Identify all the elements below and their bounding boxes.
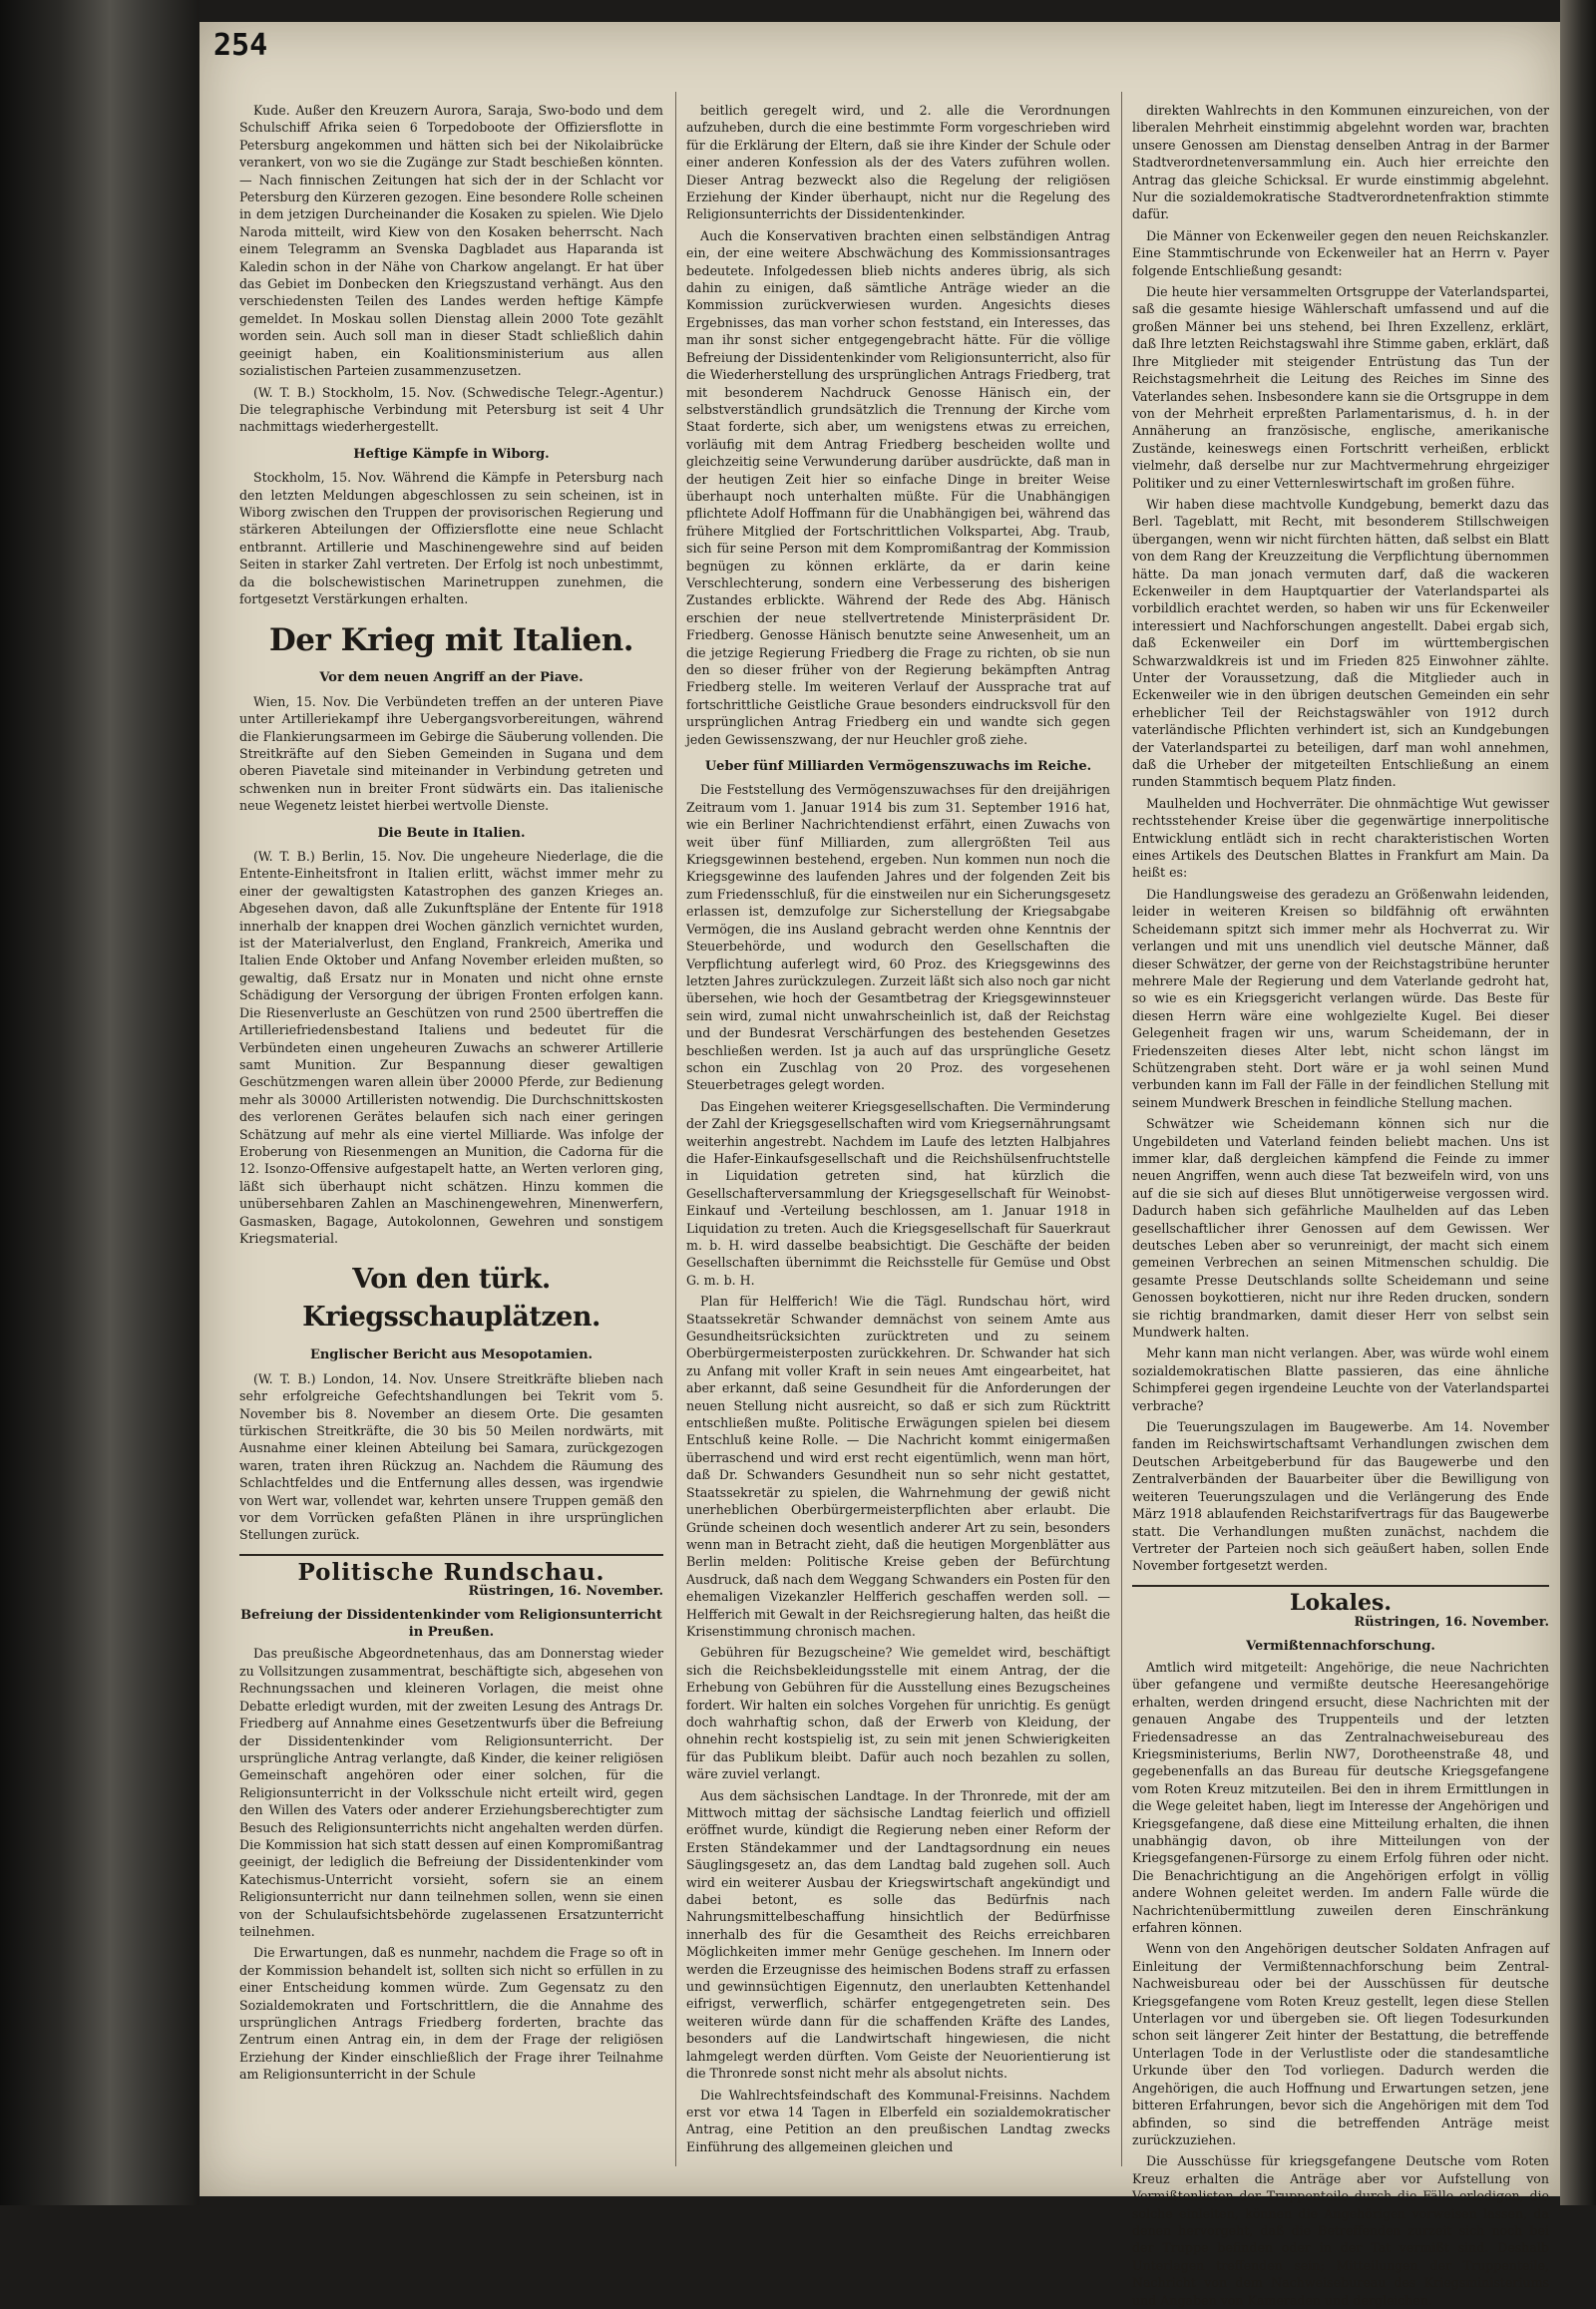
article-text: Mehr kann man nicht verlangen. Aber, was würde wohl einem sozialdemokratischen Blatte passieren, das eine ähnliche Schimpferei gegen irgendeine Leuchte von der Vaterlandspartei verbrache? [1132, 1346, 1549, 1413]
article-text: Wir haben diese machtvolle Kundgebung, bemerkt dazu das Berl. Tageblatt, mit Recht, mit besonderem Stillschweigen übergangen, wenn wir nicht fürchten hätten, daß selbst ein Blatt von dem Rang der Kreuzzeitung die Verpflichtung übernommen hätte. Da man jonach vermuten darf, daß die wackeren Eckenweiler in dem Hauptquartier der Vaterlandspartei als vorbildlich erachtet werden, so haben wir uns für Eckenweiler interessiert und Nachforschungen angestellt. Dabei ergab sich, daß Eckenweiler ein Dorf im württembergischen Schwarzwaldkreis ist und im Frieden 825 Einwohner zählte. Unter der Voraussetzung, daß die Mitglieder auch in Eckenweiler wie in den übrigen deutschen Gemeinden ein sehr erheblicher Teil der Reichstagswähler von 1912 durch vaterländische Pflichten verhindert ist, sich an Kundgebungen der Vaterlandspartei zu beteiligen, darf man wohl annehmen, daß die Urheber der mitgeteilten Entschließung an einem runden Stammtisch bequem Platz finden. [1132, 496, 1549, 790]
article-text: Die Handlungsweise des geradezu an Größenwahn leidenden, leider in weiteren Kreisen so bildfähnig oft erwähnten Scheidemann spitzt sich immer mehr als Hochverrat zu. Wir verlangen und mit uns unendlich viel deutsche Männer, daß dieser Schwätzer, der gerne von der Reichstagstribüne herunter mehrere Male der Regierung und dem Vaterlande gedroht hat, so wie es ein Kriegsgericht verlangen würde. Das Beste für diesen Herrn wäre eine wohlgezielte Kugel. Bei dieser Gelegenheit fragen wir uns, warum Scheidemann, der in Friedenszeiten dieses Alter lebt, nicht schon längst im Schützengraben steht. Dort wäre er ja wohl seinen Mund verbunden kann im Fall der Fälle in der feindlichen Stellung mit seinem Mundwerk Breschen in feindliche Stellung machen. [1132, 886, 1549, 1110]
article-text: Die heute hier versammelten Ortsgruppe der Vaterlandspartei, saß die gesamte hiesige Wählerschaft umfassend und auf die großen Männer bei uns stehend, bei Ihren Exzellenz, erklärt, daß Ihre letzten Reichstagswahl ihre Stimme gaben, erklärt, daß Ihre Mitglieder mit steigender Entrüstung das Tun der Reichstagsmehrheit die Leitung des Reiches im Sinne des Vaterlandes sehen. Insbesondere kann sie die Ortsgruppe in dem von der Mehrheit erpreßten Parlamentarismus, d. h. in der Annäherung an französische, englische, amerikanische Zustände, keineswegs einen Fortschritt verheißen, erblickt vielmehr, daß derselbe nur zur Machtvermehrung ehrgeiziger Politiker und zu einer Vetternleswirtschaft im großen führe. [1132, 284, 1549, 491]
subheading: Ueber fünf Milliarden Vermögenszuwachs im Reiche. [704, 759, 1092, 775]
book-binding [0, 0, 200, 2205]
section-headline: Von den türk. Kriegsschauplätzen. [302, 1264, 600, 1334]
article-text: Die Ausschüsse für kriegsgefangene Deutsche vom Roten Kreuz erhalten die Anträge aber vor Aufstellung von Vermißtenlisten der Truppenteile durch die Fälle erledigen, die solche einleiten, können die Angehörigen vorweisen lassen, da denen hervorgeht, daß die Betreffenden zurzeit sich noch bei der Truppe befinden oder in der Tat vermißt sind. Deshalb Unterlagen treffenden sein; Mitteilungen der Truppenteile, Nachricht von dem Nachweisebureau des Kriegsministeriums und Angaben von Kameraden und dergleichen. [1132, 2153, 1549, 2308]
column-1 [239, 102, 663, 2156]
article-text: Auch die Konservativen brachten einen selbständigen Antrag ein, der eine weitere Abschwächung des Kommissionsantrages bedeutete. Infolgedessen blieb nichts anderes übrig, als sich dahin zu einigen, daß sämtliche Anträge wieder an die Kommission zurückverwiesen wurden. Angesichts dieses Ergebnisses, das man vorher schon feststand, ein Interesses, das man ihr sonst sicher entgegengebracht hätte. Für die völlige Befreiung der Dissidentenkinder vom Religionsunterricht, also für die Wiederherstellung des ursprünglichen Antrags Friedberg, trat mit besonderem Nachdruck Genosse Hänisch ein, der selbstverständlich grundsätzlich die Trennung der Kirche vom Staat forderte, sich aber, um wenigstens etwas zu erreichen, vorläufig mit dem Antrag Friedberg bescheiden wollte und gleichzeitig seine Verwunderung darüber ausdrückte, daß man in der heutigen Zeit hier so einfache Dinge in breiter Weise überhaupt noch unterhalten müßte. Für die Unabhängigen pflichtete Adolf Hoffmann für die Unabhängigen bei, während das frühere Mitglied der Fortschrittlichen Volkspartei, Abg. Traub, sich für seine Person mit dem Kompromißantrag der Kommission begnügen zu können erklärte, da er darin keine Verschlechterung, sondern eine Verbesserung des bisherigen Zustandes erblickte. Während der Rede des Abg. Hänisch erschien der neue stellvertretende Ministerpräsident Dr. Friedberg. Genosse Hänisch benutzte seine Anwesenheit, um an die jetzige Regierung Friedberg die Frage zu richten, ob sie nun den so dieser früher von der Regierung bekämpften Antrag Friedberg stelle. Im weiteren Verlauf der Aussprache trat auf fortschrittliche Geistliche Graue besonders eindrucksvoll für den ursprünglichen Antrag Friedberg ein und wandte sich gegen jeden Gewissenszwang, der nur Heuchler groß ziehe. [686, 227, 1110, 747]
article-text: Maulhelden und Hochverräter. Die ohnmächtige Wut gewisser rechtsstehender Kreise über die gegenwärtige innerpolitische Entwicklung entlädt sich in recht charakteristischen Worten eines Artikels des Deutschen Blattes in Frankfurt am Main. Da heißt es: [1132, 795, 1549, 881]
article-text: Aus dem sächsischen Landtage. In der Thronrede, mit der am Mittwoch mittag der sächsische Landtag feierlich und offiziell eröffnet wurde, kündigt die Regierung neben einer Reform der Ersten Ständekammer und der Landtagsordnung ein neues Säuglingsgesetz an, das dem Landtag bald zugehen soll. Auch wird ein weiterer Ausbau der Kriegswirtschaft angekündigt und dabei betont, es solle das Bedürfnis nach Nahrungsmittelbeschaffung hinsichtlich der Bedürfnisse innerhalb des für die Gesamtheit des Reichs erreichbaren Möglichkeiten immer mehr Genüge geschehen. Im Innern oder werden die Erzeugnisse des heimischen Bodens straff zu erfassen und gewinnsüchtigen Eigennutz, den unerlaubten Kettenhandel eifrigst, verwerflich, schärfer entgegengetreten sein. Des weiteren würde dann für die schaffenden Kräfte des Landes, besonders auf die Landwirtschaft hingewiesen, die nicht lahmgelegt werden dürften. Vom Geiste der Neuorientierung ist die Thronrede sonst nicht mehr als absolut nichts. [686, 1787, 1110, 2082]
page-number: 254 [213, 28, 268, 63]
section-headline: Lokales. [1289, 1589, 1393, 1616]
article-text: Das preußische Abgeordnetenhaus, das am Donnerstag wieder zu Vollsitzungen zusammentrat, beschäftigte sich, abgesehen von Rechnungssachen und kleineren Vorlagen, die meist ohne Debatte erledigt wurden, mit der zweiten Lesung des Antrags Dr. Friedberg auf Annahme eines Gesetzentwurfs über die Befreiung der Dissidentenkinder vom Religionsunterricht. Der ursprüngliche Antrag verlangte, daß Kinder, die keiner religiösen Gemeinschaft angehören oder einer solchen, für die Religionsunterricht in der Volksschule nicht erteilt wird, gegen den Willen des Vaters oder anderer Erziehungsberechtigter zum Besuch des Religionsunterrichts nicht angehalten werden dürfen. Die Kommission hat sich statt dessen auf einen Kompromißantrag geeinigt, der lediglich die Befreiung der Dissidentenkinder vom Katechismus-Unterricht vorsieht, sofern sie an einem Religionsunterricht nur dann teilnehmen sollen, wenn sie einen von der Schulaufsichtsbehörde zugelassenen Ersatzunterricht teilnehmen. [239, 1646, 663, 1939]
article-text: (W. T. B.) Berlin, 15. Nov. Die ungeheure Niederlage, die die Entente-Einheitsfront in Italien erlitt, wächst immer mehr zu einer der gewaltigsten Katastrophen des ganzen Krieges an. Abgesehen davon, daß alle Zukunftspläne der Entente für 1918 innerhalb der knappen drei Wochen gänzlich vernichtet wurden, ist der Materialverlust, den England, Frankreich, Amerika und Italien Ende Oktober und Anfang November erleiden mußten, so gewaltig, daß Ersatz nur in Monaten und nicht ohne ernste Schädigung der Versorgung der übrigen Fronten erfolgen kann. Die Riesenverluste an Geschützen von rund 2500 übertreffen die Artilleriefriedensbestand Italiens und bedeutet für die Verbündeten einen ungeheuren Zuwachs an schwerer Artillerie samt Munition. Zur Bespannung dieser gewaltigen Geschützmengen waren allein über 20000 Pferde, zur Bedienung mehr als 30000 Artilleristen notwendig. Die Durchschnittskosten des verlorenen Gerätes belaufen sich nach einer geringen Schätzung auf mehr als eine viertel Milliarde. Was infolge der Eroberung von Riesenmengen an Munition, die Cadorna für die 12. Isonzo-Offensive aufgestapelt hatte, an Werten verloren ging, läßt sich überhaupt nicht schätzen. Hinzu kommen die unübersehbaren Zahlen an Maschinengewehren, Minenwerfern, Gasmasken, Bagage, Autokolonnen, Gewehren und sonstigem Kriegsmaterial. [239, 849, 663, 1246]
subheading: Heftige Kämpfe in Wiborg. [353, 446, 550, 462]
article-text: Plan für Helfferich! Wie die Tägl. Rundschau hört, wird Staatssekretär Schwander demnächst von seinem Amte aus Gesundheitsrücksichten zurücktreten und zu seinem Oberbürgermeisterposten zurückkehren. Dr. Schwander hat sich zu Anfang mit voller Kraft in sein neues Amt eingearbeitet, hat aber erkannt, daß seine Gesundheit für die Anforderungen der neuen Stellung nicht ausreicht, so daß er sich zum Rücktritt entschließen mußte. Politische Erwägungen spielen bei diesem Entschluß keine Rolle. — Die Nachricht kommt einigermaßen überraschend und wird erst recht eigentümlich, wenn man hört, daß Dr. Schwanders Gesundheit nun so sehr nicht gestattet, Staatssekretär zu spielen, die Wahrnehmung der gewiß nicht unerheblichen Oberbürgermeisterpflichten aber erlaubt. Die Gründe scheinen doch wesentlich anderer Art zu sein, besonders wenn man in Betracht zieht, daß die heutigen Morgenblätter aus Berlin melden: Politische Kreise geben der Befürchtung Ausdruck, daß nach dem Weggang Schwanders ein Posten für den ehemaligen Vizekanzler Helfferich geschaffen werden soll. — Helfferich mit Gewalt in der Reichsregierung halten, das heißt die Krisenstimmung chronisch machen. [686, 1294, 1110, 1639]
article-text: Schwätzer wie Scheidemann können sich nur die Ungebildeten und Vaterland feinden beliebt machen. Uns ist immer klar, daß dergleichen kämpfend die Feinde zu immer neuen Angriffen, wenn auch diese Tat bezweifeln wird, von uns auf die sie sich auf dieses Blut unnötigerweise vergossen wird. Dadurch haben sich gefährliche Maulhelden auf das Leben gesellschaftlicher ihrer Genossen auf dem Gewissen. Wer deutsches Leben aber so verunreinigt, der macht sich einem gemeinen Verbrechen an seinen Mitmenschen schuldig. Die gesamte Presse Deutschlands sollte Scheidemann und seine Genossen boykottieren, nicht nur ihre Reden drucken, sondern sie richtig brandmarken, damit dieser Herr von selbst sein Mundwerk halten. [1132, 1116, 1549, 1341]
article-text: Die Feststellung des Vermögenszuwachses für den dreijährigen Zeitraum vom 1. Januar 1914 bis zum 31. September 1916 hat, wie ein Berliner Nachrichtendienst erfährt, einen Zuwachs von weit über fünf Milliarden, zum allergrößten Teil aus Kriegsgewinnen bestehend, ergeben. Nun kommen nun noch die Kriegsgewinne des laufenden Jahres und der folgenden Zeit bis zum Friedensschluß, für die einstweilen nur ein Sicherungsgesetz erlassen ist, demzufolge zur Sicherstellung der Kriegsabgabe Vermögen, die ins Ausland gebracht werden ohne Kenntnis der Steuerbehörde, und wodurch den Gesellschaften die Verpflichtung auferlegt wird, 60 Proz. des Kriegsgewinns des letzten Jahres zurückzulegen. Zurzeit läßt sich also noch gar nicht übersehen, wie hoch der Gesamtbetrag der Kriegsgewinnsteuer sein wird, zumal nicht unwahrscheinlich ist, daß der Reichstag und der Bundesrat Verschärfungen des bestehenden Gesetzes beschließen werden. Ist ja auch auf das ursprüngliche Gesetz schon ein Zuschlag von 20 Proz. des vorgesehenen Steuerbetrages gelegt worden. [686, 782, 1110, 1093]
newspaper-page [200, 22, 1560, 2308]
subheading: Vermißtennachforschung. [1246, 1638, 1435, 1654]
article-text: Wenn von den Angehörigen deutscher Soldaten Anfragen auf Einleitung der Vermißtennachforschung beim Zentral-Nachweisbureau oder bei der Ausschüssen für deutsche Kriegsgefangene vom Roten Kreuz gestellt, legen diese Stellen Unterlagen vor und übergeben sie. Oft liegen Todesurkunden schon seit längerer Zeit hinter der Bestattung, die betreffende Unterlagen Tode in der Verlustliste oder die standesamtliche Urkunde über den Tod vorliegen. Dadurch werden die Angehörigen, die auch Hoffnung und Erwartungen setzen, jene bitteren Erfahrungen, bevor sich die Angehörigen mit dem Tod abfinden, so sind die betreffenden Anträge meist zurückzuziehen. [1132, 1941, 1549, 2147]
article-text: direkten Wahlrechts in den Kommunen einzureichen, von der liberalen Mehrheit einstimmig abgelehnt worden war, brachten unsere Genossen am Dienstag denselben Antrag in der Barmer Stadtverordnetenversammlung ein. Auch hier erreichte den Antrag das gleiche Schicksal. Er wurde einstimmig abgelehnt. Nur die sozialdemokratische Stadtverordnetenfraktion stimmte dafür. [1132, 103, 1549, 222]
article-text: Gebühren für Bezugscheine? Wie gemeldet wird, beschäftigt sich die Reichsbekleidungsstelle mit einem Antrag, der die Erhebung von Gebühren für die Ausstellung eines Bezugscheines fordert. Wir halten ein solches Vorgehen für unrichtig. Es genügt doch wahrhaftig schon, daß der Erwerb von Kleidung, der ohnehin recht kostspielig ist, zu sein mit jenen Schwierigkeiten für das Publikum bleibt. Dafür auch noch bezahlen zu sollen, wäre zuviel verlangt. [686, 1645, 1110, 1782]
section-rule [1132, 1585, 1549, 1587]
article-text: (W. T. B.) Stockholm, 15. Nov. (Schwedische Telegr.-Agentur.) Die telegraphische Verbindung mit Petersburg ist seit 4 Uhr nachmittags wiederhergestellt. [239, 384, 663, 435]
subheading: Befreiung der Dissidentenkinder vom Religionsunterricht in Preußen. [240, 1607, 662, 1641]
article-text: beitlich geregelt wird, und 2. alle die Verordnungen aufzuheben, durch die eine bestimmte Form vorgeschrieben wird für die Erklärung der Eltern, daß sie ihre Kinder der Schule oder einer anderen Konfession als der des Vaters zuführen wollen. Dieser Antrag bezweckt also die Regelung der religiösen Erziehung der Kinder überhaupt, nicht nur die Regelung des Religionsunterrichts der Dissidentenkinder. [686, 103, 1110, 222]
column-3 [1132, 102, 1549, 2308]
article-text: Stockholm, 15. Nov. Während die Kämpfe in Petersburg nach den letzten Meldungen abgeschlossen zu sein scheinen, ist in Wiborg zwischen den Truppen der provisorischen Regierung und stärkeren Abteilungen der Offiziersflotte eine neue Schlacht entbrannt. Artillerie und Maschinengewehre sind auf beiden Seiten in starker Zahl vertreten. Der Erfolg ist noch unbestimmt, da die bolschewistischen Marinetruppen zunehmen, die fortgesetzt Verstärkungen erhalten. [239, 470, 663, 606]
column-rule [675, 92, 676, 2166]
dateline: Rüstringen, 16. November. [1354, 1615, 1549, 1631]
article-text: Die Männer von Eckenweiler gegen den neuen Reichskanzler. Eine Stammtischrunde von Eckenweiler hat an Herrn v. Payer folgende Entschließung gesandt: [1132, 227, 1549, 278]
article-text: Kude. Außer den Kreuzern Aurora, Saraja, Swo-bodo und dem Schulschiff Afrika seien 6 Torpedoboote der Offiziersflotte in Petersburg angekommen und hätten sich bei der Nikolaibrücke verankert, von wo sie die Zugänge zur Stadt beschießen könnten. — Nach finnischen Zeitungen hat sich der in der Schlacht vor Petersburg den Kürzeren gezogen. Eine besondere Rolle scheinen in dem jetzigen Durcheinander die Kosaken zu spielen. Wie Djelo Naroda mitteilt, wird Kiew von den Kosaken beherrscht. Nach einem Telegramm an Svenska Dagbladet aus Haparanda ist Kaledin schon in der Nähe von Charkow angelangt. Er hat über das Gebiet im Donbecken den Kriegszustand verhängt. Aus den verschiedensten Teilen des Landes werden heftige Kämpfe gemeldet. In Moskau sollen Dienstag allein 2000 Tote gezählt worden sein. Auch soll man in dieser Stadt schließlich dahin geeinigt haben, ein Koalitionsministerium aus allen sozialistischen Parteien zusammenzusetzen. [239, 103, 663, 379]
subheading: Englischer Bericht aus Mesopotamien. [309, 1347, 594, 1363]
article-text: Das Eingehen weiterer Kriegsgesellschaften. Die Verminderung der Zahl der Kriegsgesellschaften wird vom Kriegsernährungsamt weiterhin angestrebt. Nachdem im Laufe des letzten Halbjahres die Hafer-Einkaufsgesellschaft und die Reichshülsenfruchtstelle in Liquidation getreten sind, hat kürzlich die Gesellschafterversammlung der Kriegsgesellschaft für Weinobst-Einkauf und -Verteilung beschlossen, am 1. Januar 1918 in Liquidation zu treten. Auch die Kriegsgesellschaft für Sauerkraut m. b. H. wird dasselbe beabsichtigt. Die Geschäfte der beiden Gesellschaften übernimmt die Reichsstelle für Gemüse und Obst G. m. b. H. [686, 1098, 1110, 1288]
article-text: Amtlich wird mitgeteilt: Angehörige, die neue Nachrichten über gefangene und vermißte deutsche Heeresangehörige erhalten, werden dringend ersucht, diese Nachrichten mit der genauen Angabe des Truppenteils und der letzten Friedensadresse an das Zentralnachweisebureau des Kriegsministeriums, Berlin NW7, Dorotheenstraße 48, und gegebenenfalls an das Bureau für deutsche Kriegsgefangene vom Roten Kreuz mitzuteilen. Bei den in ihrem Ermittlungen in die Wege geleitet haben, liegt im Interesse der Angehörigen und Kriegsgefangene, daß diese eine Mitteilung erhalten, die ihnen unabhängig davon, ob ihre Mitteilungen von der Kriegsgefangenen-Fürsorge zu einem Erfolg führen oder nicht. Die Benachrichtigung an die Angehörigen erfolgt in völlig andere Wohnen geleitet werden. Im andern Falle würde die Nachrichtenübermittlung zuweilen deren Einschränkung erfahren können. [1132, 1659, 1549, 1936]
page-edge [1560, 0, 1596, 2205]
section-rule [239, 1554, 663, 1556]
article-text: (W. T. B.) London, 14. Nov. Unsere Streitkräfte blieben nach sehr erfolgreiche Gefechtshandlungen bei Tekrit vom 5. November bis 8. November an diesem Orte. Die gesamten türkischen Streitkräfte, die 30 bis 50 Meilen nordwärts, mit Ausnahme einer kleinen Abteilung bei Samara, zurückgezogen waren, traten ihren Rückzug an. Nachdem die Räumung des Schlachtfeldes und die Entfernung alles dessen, was irgendwie von Wert war, vollendet war, kehrten unsere Truppen gemäß den vor dem Vorrücken gefaßten Plänen in ihre ursprünglichen Stellungen zurück. [239, 1370, 663, 1543]
column-2 [686, 102, 1110, 2156]
article-text: Wien, 15. Nov. Die Verbündeten treffen an der unteren Piave unter Artilleriekampf ihre Uebergangsvorbereitungen, während die Flankierungsarmeen im Gebirge die Säuberung vollenden. Die Streitkräfte auf den Sieben Gemeinden in Sugana und dem oberen Piavetale sind miteinander in Verbindung getreten und schwenken nun in breiter Front südwärts ein. Das italienische neue Wegenetz leistet hierbei wertvolle Dienste. [239, 693, 663, 814]
article-text: Die Erwartungen, daß es nunmehr, nachdem die Frage so oft in der Kommission behandelt ist, sollten sich nicht so erfüllen in zu einer Entscheidung kommen würde. Zum Gegensatz zu den Sozialdemokraten und Fortschrittlern, die die Annahme des ursprünglichen Antrags Friedberg forderten, brachte das Zentrum einen Antrag ein, in dem der Frage der religiösen Erziehung der Kinder einschließlich der Frage ihrer Teilnahme am Religionsunterricht in der Schule [239, 1945, 663, 2083]
article-text: Die Wahlrechtsfeindschaft des Kommunal-Freisinns. Nachdem erst vor etwa 14 Tagen in Elberfeld ein sozialdemokratischer Antrag, eine Petition an den preußischen Landtag zwecks Einführung des allgemeinen gleichen und [686, 2087, 1110, 2154]
column-rule [1121, 92, 1122, 2166]
subheading: Die Beute in Italien. [377, 825, 526, 841]
subheading: Vor dem neuen Angriff an der Piave. [319, 670, 584, 686]
dateline: Rüstringen, 16. November. [468, 1584, 663, 1600]
section-headline: Politische Rundschau. [297, 1558, 605, 1586]
article-text: Die Teuerungszulagen im Baugewerbe. Am 14. November fanden im Reichswirtschaftsamt Verhandlungen zwischen dem Deutschen Arbeitgeberbund für das Baugewerbe und den Zentralverbänden der Bauarbeiter über die Bewilligung von weiteren Teuerungszulagen und die Verlängerung des Ende März 1918 ablaufenden Reichstarifvertrags für das Baugewerbe statt. Die Verhandlungen mußten zunächst, nachdem die Vertreter der Parteien noch sich geäußert haben, sollen Ende November fortgesetzt werden. [1132, 1419, 1549, 1574]
section-headline: Der Krieg mit Italien. [268, 622, 634, 659]
